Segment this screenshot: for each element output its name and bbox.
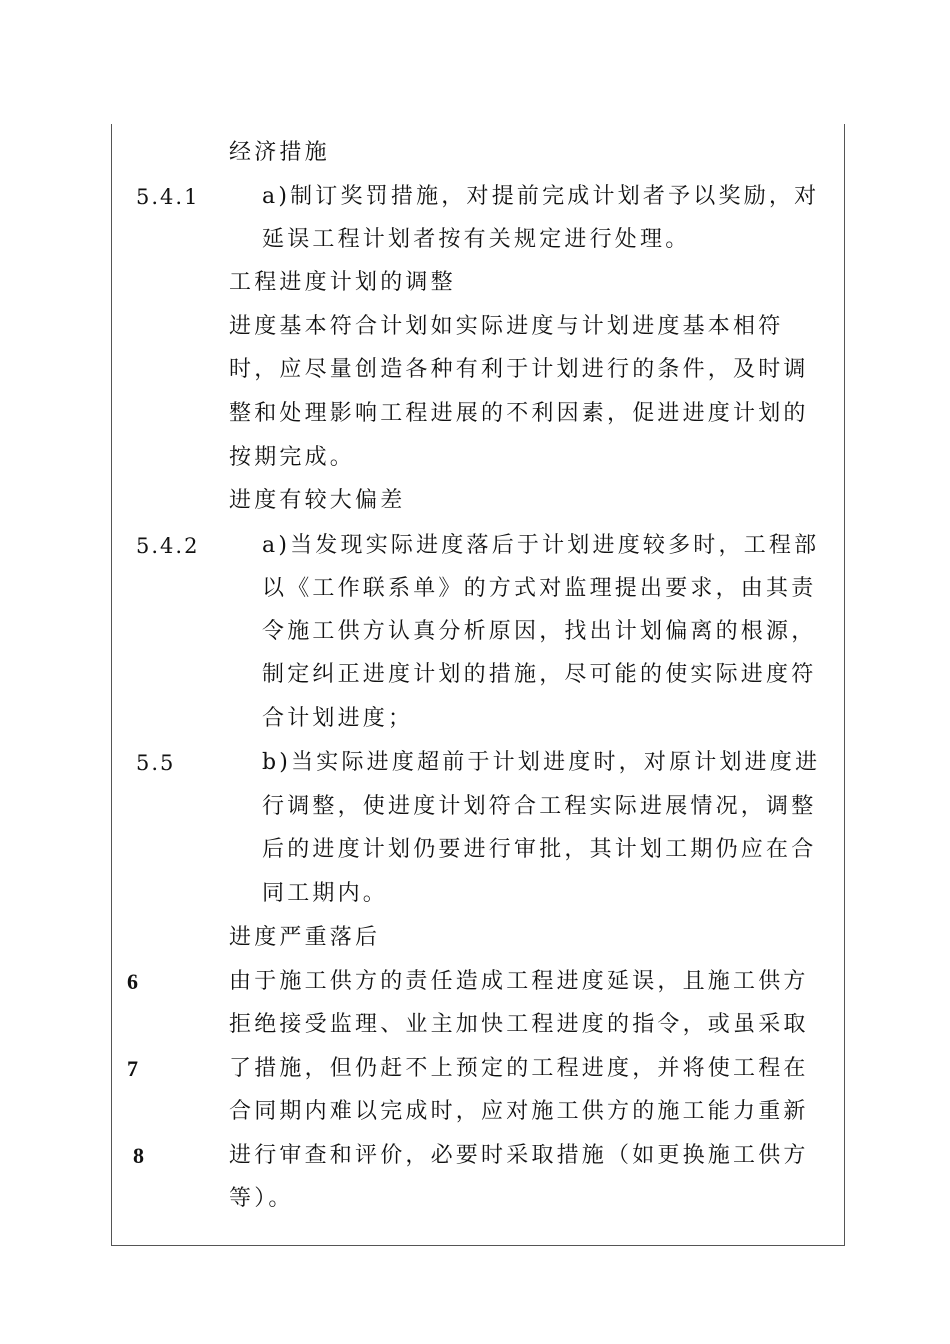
text-line: 整和处理影响工程进展的不利因素，促进进度计划的 — [229, 401, 809, 426]
text-line: 进行审查和评价，必要时采取措施（如更换施工供方 — [229, 1143, 809, 1168]
section-number-6: 6 — [127, 969, 142, 994]
text-line: b)当实际进度超前于计划进度时，对原计划进度进 — [262, 750, 821, 775]
text-line: 合计划进度； — [262, 706, 414, 731]
heading-schedule-adjustment: 工程进度计划的调整 — [229, 270, 456, 295]
text-line: 了措施，但仍赶不上预定的工程进度，并将使工程在 — [229, 1056, 809, 1081]
heading-severe-delay: 进度严重落后 — [229, 925, 381, 950]
text-line: 合同期内难以完成时，应对施工供方的施工能力重新 — [229, 1099, 809, 1124]
section-number-7: 7 — [127, 1056, 142, 1081]
text-line: 拒绝接受监理、业主加快工程进度的指令，或虽采取 — [229, 1012, 809, 1037]
section-number-5-4-1: 5.4.1 — [136, 185, 200, 209]
text-line: 同工期内。 — [262, 881, 389, 906]
text-line: 进度基本符合计划如实际进度与计划进度基本相符 — [229, 314, 784, 339]
section-number-5-4-2: 5.4.2 — [136, 534, 200, 558]
text-line: 后的进度计划仍要进行审批，其计划工期仍应在合 — [262, 837, 817, 862]
text-line: 按期完成。 — [229, 445, 356, 470]
heading-large-deviation: 进度有较大偏差 — [229, 488, 406, 513]
text-line: 令施工供方认真分析原因，找出计划偏离的根源， — [262, 619, 817, 644]
text-line: a)当发现实际进度落后于计划进度较多时，工程部 — [262, 533, 820, 558]
text-line: 以《工作联系单》的方式对监理提出要求，由其责 — [262, 576, 817, 601]
text-line: a)制订奖罚措施，对提前完成计划者予以奖励，对 — [262, 184, 820, 209]
section-number-5-5: 5.5 — [136, 751, 176, 775]
text-line: 延误工程计划者按有关规定进行处理。 — [262, 227, 691, 252]
heading-economic-measures: 经济措施 — [229, 140, 330, 165]
text-line: 行调整，使进度计划符合工程实际进展情况，调整 — [262, 794, 817, 819]
text-line: 等）。 — [229, 1186, 294, 1211]
section-number-8: 8 — [133, 1143, 148, 1168]
text-line: 时，应尽量创造各种有利于计划进行的条件，及时调 — [229, 357, 809, 382]
text-line: 由于施工供方的责任造成工程进度延误，且施工供方 — [229, 969, 809, 994]
text-line: 制定纠正进度计划的措施，尽可能的使实际进度符 — [262, 662, 817, 687]
